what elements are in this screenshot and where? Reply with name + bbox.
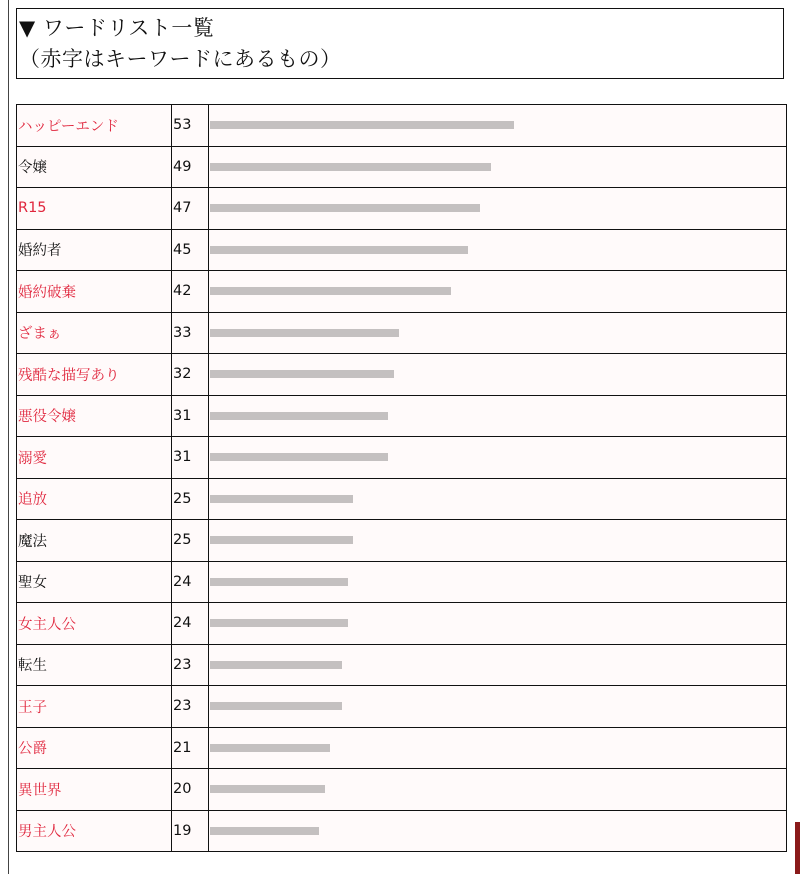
table-row [17,312,787,354]
table-row [17,229,787,271]
word-cell: 残酷な描写あり [17,354,172,396]
table-row [17,727,787,769]
bar-cell [209,271,787,313]
frequency-bar [210,412,388,420]
word-cell: R15 [17,188,172,230]
page-edge-tab [795,822,800,874]
count-cell: 20 [172,769,209,811]
bar-cell [209,188,787,230]
table-row [17,437,787,479]
bar-cell [209,810,787,852]
bar-cell [209,561,787,603]
word-cell: 婚約者 [17,229,172,271]
word-cell: 聖女 [17,561,172,603]
bar-cell [209,644,787,686]
word-cell: 溺愛 [17,437,172,479]
frequency-bar [210,453,388,461]
frequency-bar [210,287,451,295]
word-cell: 悪役令嬢 [17,395,172,437]
table-row [17,105,787,147]
table-row [17,561,787,603]
count-cell: 25 [172,478,209,520]
count-cell: 32 [172,354,209,396]
word-list-title: ▼ ワードリスト一覧 [19,16,215,40]
frequency-bar [210,827,319,835]
frequency-bar [210,536,353,544]
frequency-bar [210,744,330,752]
bar-cell [209,520,787,562]
frequency-bar [210,204,480,212]
frequency-bar [210,619,348,627]
frequency-bar [210,702,342,710]
table-row [17,271,787,313]
bar-cell [209,686,787,728]
frequency-bar [210,661,342,669]
table-row [17,478,787,520]
count-cell: 45 [172,229,209,271]
frequency-bar [210,578,348,586]
word-cell: 女主人公 [17,603,172,645]
word-cell: ざまぁ [17,312,172,354]
table-row [17,810,787,852]
count-cell: 23 [172,686,209,728]
count-cell: 53 [172,105,209,147]
count-cell: 25 [172,520,209,562]
frequency-bar [210,370,394,378]
table-row [17,603,787,645]
word-cell: 追放 [17,478,172,520]
frequency-bar [210,785,325,793]
word-frequency-table [16,104,787,852]
word-cell: 婚約破棄 [17,271,172,313]
count-cell: 33 [172,312,209,354]
bar-cell [209,603,787,645]
count-cell: 23 [172,644,209,686]
word-cell: 魔法 [17,520,172,562]
word-cell: 王子 [17,686,172,728]
word-cell: 令嬢 [17,146,172,188]
word-cell: 男主人公 [17,810,172,852]
frequency-bar [210,495,353,503]
word-cell: ハッピーエンド [17,105,172,147]
count-cell: 49 [172,146,209,188]
bar-cell [209,354,787,396]
word-list-header [16,8,784,79]
count-cell: 19 [172,810,209,852]
count-cell: 24 [172,561,209,603]
bar-cell [209,229,787,271]
bar-cell [209,105,787,147]
count-cell: 31 [172,395,209,437]
frequency-bar [210,163,491,171]
bar-cell [209,395,787,437]
table-row [17,520,787,562]
word-cell: 公爵 [17,727,172,769]
table-row [17,354,787,396]
count-cell: 42 [172,271,209,313]
bar-cell [209,437,787,479]
bar-cell [209,727,787,769]
count-cell: 24 [172,603,209,645]
frequency-bar [210,246,468,254]
table-row [17,146,787,188]
count-cell: 47 [172,188,209,230]
table-row [17,644,787,686]
bar-cell [209,769,787,811]
table-row [17,395,787,437]
left-border-line [8,0,9,874]
word-cell: 異世界 [17,769,172,811]
bar-cell [209,146,787,188]
frequency-bar [210,121,514,129]
count-cell: 21 [172,727,209,769]
word-table-body [17,105,787,852]
table-row [17,686,787,728]
bar-cell [209,312,787,354]
frequency-bar [210,329,399,337]
word-cell: 転生 [17,644,172,686]
bar-cell [209,478,787,520]
count-cell: 31 [172,437,209,479]
table-row [17,188,787,230]
table-row [17,769,787,811]
word-list-subtitle: （赤字はキーワードにあるもの） [19,47,342,71]
